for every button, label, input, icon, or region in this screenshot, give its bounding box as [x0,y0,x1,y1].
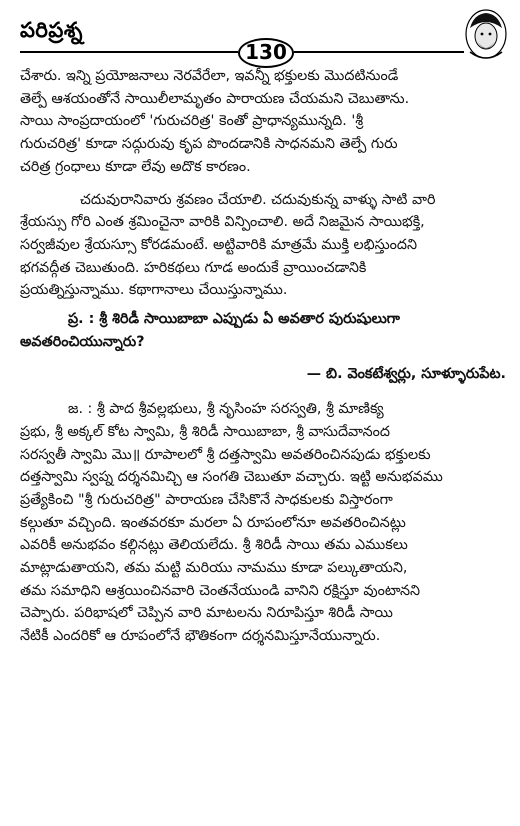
text-line: చెప్పారు. పరిభాషలో చెప్పిన వారి మాటలను నిరూపిస్తూ శిరిడీ సాయి [20,605,393,622]
answer [20,398,506,648]
text-line: ప్రయత్నిస్తున్నాము. కథాగానాలు చేయిస్తున్నాము. [20,282,288,299]
text-line: గురుచరిత్ర' కూడా సద్గురువు కృప పొందడానికి సాధనమని తెల్పే గురు [20,136,398,153]
text-line: ఎవరికీ అనుభవం కల్గినట్లు తెలియలేదు. శ్రీ శిరిడీ సాయి తమ ఎముకలు [20,537,408,554]
page-header [0,0,520,68]
question-attribution: — బి. వెంకటేశ్వర్లు, సూళ్ళూరుపేట. [306,366,506,383]
paragraph-2 [20,189,506,303]
text-line: భగవద్గీత చెబుతుంది. హరికథలు గూడ అందుకే వ్రాయించడానికి [20,259,367,276]
page-number: 130 [245,40,287,64]
text-line: తెల్పే ఆశయంతోనే సాయిలీలామృతం పారాయణ చేయమని చెబుతాను. [20,90,410,107]
text-line: మాట్లాడుతాయని, తమ మట్టి మరియు నామము కూడా పల్కుతాయని, [20,560,408,577]
text-line: కల్గుతూ వచ్చింది. ఇంతవరకూ మరలా ఏ రూపంలోనూ అవతరించినట్లు [20,514,406,531]
text-line: తమ సమాధిని ఆశ్రయించినవారి చెంతనేయుండి వానిని రక్షిస్తూ వుంటానని [20,582,421,599]
page-number-badge [238,38,292,66]
text-line: చదువురానివారు శ్రవణం చేయాలి. చదువుకున్న వాళ్ళు సాటి వారి [80,191,436,208]
text-line: శ్రేయస్సు గోరి ఎంత శ్రమించైనా వారికి విన్పించాలి. అదే నిజమైన సాయిభక్తి, [20,214,425,231]
text-line: సర్వజీవుల శ్రేయస్సూ కోరడమంటే. అట్టివారికి మాత్రమే ముక్తి లభిస్తుందని [20,236,418,253]
text-line: జ. : శ్రీ పాద శ్రీవల్లభులు, శ్రీ నృసింహ సరస్వతి, శ్రీ మాణిక్య [68,401,384,418]
header-rule-left [20,51,238,53]
sai-baba-portrait-icon [464,8,508,60]
text-line: సాయి సాంప్రదాయంలో 'గురుచరిత్ర' కెంతో ప్రాధాన్యమున్నది. 'శ్రీ [20,113,364,130]
question [20,308,506,353]
text-line: సరస్వతీ స్వామి మొ॥ రూపాలలో శ్రీ దత్తస్వామి అవతరించినపుడు భక్తులకు [20,446,431,463]
question-line: అవతరించియున్నారు? [20,333,145,350]
text-line: నేటికీ ఎందరికో ఆ రూపంలోనే భౌతికంగా దర్శనమిస్తూనేయున్నారు. [20,628,381,645]
text-line: దత్తస్వామి స్వప్న దర్శనమిచ్చి ఆ సంగతి చెబుతూ వచ్చారు. ఇట్టి అనుభవము [20,469,443,486]
section-title: పరిప్రశ్న [20,18,83,42]
text-line: చరిత్ర గ్రంధాలు కూడా లేవు అదొక కారణం. [20,158,251,175]
question-line: ప్ర. : శ్రీ శిరిడీ సాయిబాబా ఎప్పుడు ఏ అవతార పురుషులుగా [68,311,400,328]
header-rule-right [294,51,464,53]
text-line: చేశారు. ఇన్ని ప్రయోజనాలు నెరవేరేలా, ఇవన్నీ భక్తులకు మొదటినుండే [20,68,399,84]
paragraph-1 [20,65,506,179]
text-line: ప్రభు, శ్రీ అక్కల్ కోట స్వామి, శ్రీ శిరిడీ సాయిబాబా, శ్రీ వాసుదేవానంద [20,423,390,440]
page-body [20,65,506,648]
text-line: ప్రత్యేకించి "శ్రీ గురుచరిత్ర" పారాయణ చేసికొనే సాధకులకు విస్తారంగా [20,491,393,508]
